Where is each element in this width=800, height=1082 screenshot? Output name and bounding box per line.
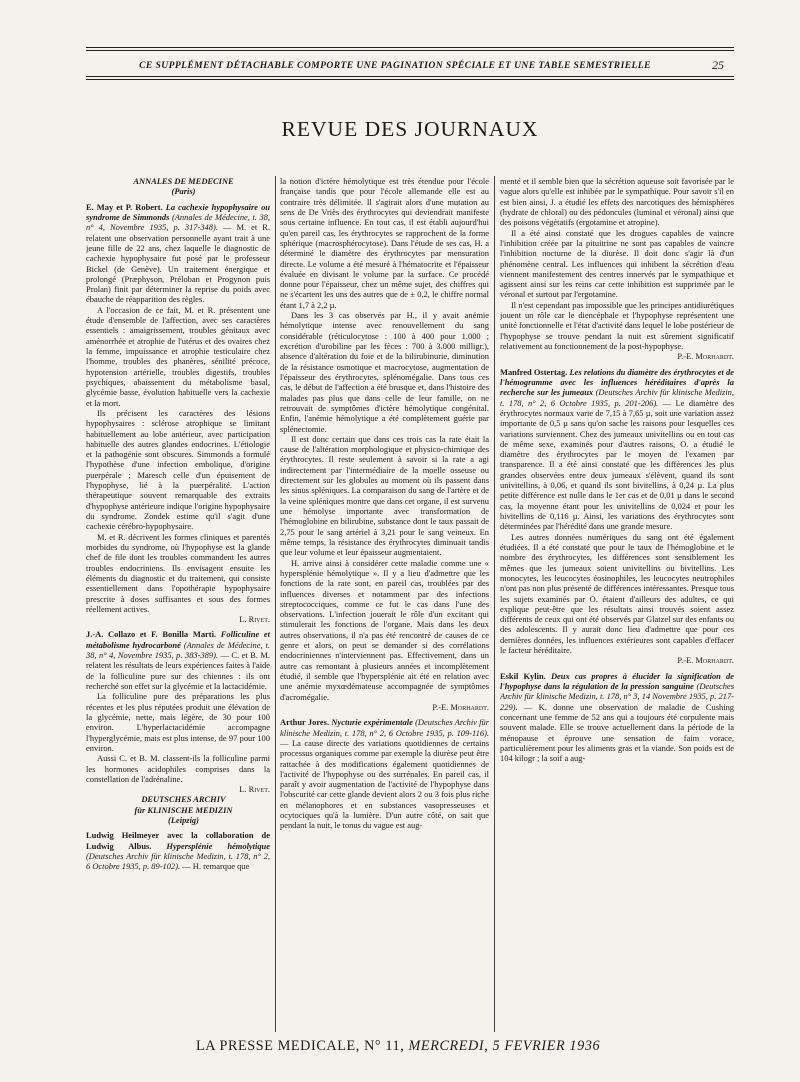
article-paragraph: M. et R. décrivent les formes cliniques et parentés morbides du syndrome, où l'hypophyse est la glande chef de file dont les troubles commandent les autres troubles endocriniens. Ils envisagent ensuite les éléments du diagnostic et du traitement, qui consiste essentiellement dans l'opothérapie hypophysaire prescrite à doses suffisantes et sous des formes réellement actives.	[86, 531, 270, 614]
supplement-banner: CE SUPPLÉMENT DÉTACHABLE COMPORTE UNE PAGINATION SPÉCIALE ET UNE TABLE SEMESTRIELLE	[139, 60, 651, 71]
article-heading	[500, 367, 734, 532]
article-authors: J.-A. Collazo et F. Bonilla Marti.	[86, 629, 217, 640]
article-paragraph: Ils précisent les caractères des lésions hypophysaires : sclérose atrophique se limitant habituellement au lobe antérieur, avec participation habituelle des autres glandes endocrines. L'étiologie et la pathogénie sont obscures. Simmonds a formulé l'hypothèse d'une infection embolique, d'origine puerpérale ; Maresch celle d'un épuisement de l'hypophyse, lié à la puerpéralité. L'action thérapeutique souvent remarquable des extraits d'hypophyse antérieure indique l'origine hypophysaire du syndrome. Zondek estime qu'il s'agit d'une cachexie cérébro-hypophysaire.	[86, 407, 270, 532]
article-signature: L. Rivet.	[239, 614, 270, 625]
section-place: (Paris)	[171, 186, 196, 197]
article-title: La cachexie hypophysaire ou syndrome de Simmonds	[86, 201, 270, 222]
article-paragraph: H. arrive ainsi à considérer cette maladie comme une « hypersplénie hémolytique ». Il y a lieu d'admettre que les fonctions de la rate sont, en pareil cas, troublées par des influences diverses et notamment par des infections streptococciques, comme ce fut le cas dans l'une des observations. L'infection jouerait le rôle d'un excitant qui stimulerait les fonctions de l'organe. Mais dans les deux autres observations, il n'a pas été rencontré de causes de ce genre et alors, on peut se demander si des corrélations endocriniennes n'interviennent pas. Effectivement, dans un autre cas remontant à plusieurs années et incomplètement étudié, il semble que l'hypersplénie ait été en relation avec une anémie myxœdémateuse accompagnée de symptômes d'acromégalie.	[280, 557, 489, 702]
article-text: — La cause directe des variations quotidiennes de certains processus organiques comme par exemple la diurèse peut être rattachée à des modifications également quotidiennes de l'activité de l'hypophyse ou des surrénales. En pareil cas, il paraît y avoir augmentation de l'activité de l'hypophyse dans l'obscurité car cette glande devient alors 2 ou 3 fois plus riche en mélanophores et en substances vasopresseuses et ocytociques qu'à la lumière. D'un autre côté, on sait que pendant la nuit, le tonus du vague est aug-	[280, 737, 489, 831]
article-title: Hypersplénie hémolytique	[166, 840, 270, 851]
journal-name: LA PRESSE MEDICALE, N° 11,	[196, 1038, 405, 1054]
article-authors: E. May et P. Robert.	[86, 201, 163, 212]
header-rule-bottom	[86, 76, 734, 77]
article-heading	[86, 830, 270, 871]
article-paragraph: Il a été ainsi constaté que les drogues capables de vaincre l'inhibition créée par la pituitrine ne sont pas capables de vaincre l'inhibition nocturne de la diurèse. Il doit donc s'agir là d'un phénomène central. Les influences qui inhibent la sécrétion d'eau viennent manifestement des centres innervés par le sympathique et agissent ainsi sur les reins car cette inhibition est supprimée par le véronal et surtout par l'ergotamine.	[500, 227, 734, 300]
article-title: Les relations du diamètre des érythrocytes et de l'hémogramme avec les influences héréditaires d'après la recherche sur les jumeaux	[500, 366, 734, 398]
column-1	[86, 176, 270, 1032]
article-heading	[86, 629, 270, 691]
article-reference: (Deutsches Archiv für klinische Medizin, t. 178, n° 2, 6 Octobre 1935, p. 109-116).	[280, 717, 489, 738]
article-title: Nycturie expérimentale	[331, 717, 413, 728]
article-heading	[86, 202, 270, 305]
section-heading: ANNALES DE MEDECINE	[133, 176, 234, 186]
page-number: 25	[712, 58, 724, 72]
header-rule-bottom-2	[86, 79, 734, 80]
article-title: Folliculine et métabolisme hydrocarboné	[86, 629, 270, 650]
article-signature: P.-E. Morhardt.	[677, 351, 734, 362]
article-reference: (Annales de Médecine, t. 38, n° 4, Novembre 1935, p. 317-348).	[86, 211, 270, 233]
article-paragraph: A l'occasion de ce fait, M. et R. présentent une étude d'ensemble de l'affection, avec ses caractères essentiels : amaigrissement, troubles génitaux avec aménorrhée et atrophie de l'utérus et des ovaires chez la femme, impuissance et atrophie testiculaire chez l'homme, troubles des phanères, sénilité précoce, hypotension artérielle, troubles digestifs, troubles psychiques, abaissement du métabolisme basal, glycémie basse, évolution habituelle vers la cachexie et la mort.	[86, 304, 270, 408]
article	[86, 202, 270, 625]
article-reference: (Deutsches Archiv für klinische Medizin, t. 178, n° 2, 6 Octobre 1935, p. 89-102).	[86, 851, 270, 872]
article-reference: (Annales de Médecine, t. 38, n° 4, Novembre 1935, p. 383-389).	[86, 639, 270, 661]
article-paragraph: Les autres données numériques du sang ont été également étudiées. Il a été constaté que pour le taux de l'hémoglobine et le nombre des érythrocytes, les différences sont sensiblement les mêmes que les jumeaux soient univitellins ou bivitellins. Les monocytes, les leucocytes éosinophiles, les leucocytes neutrophiles n'ont pas non plus présenté de différences intéressantes. Presque tous les sujets examinés par O. étaient d'ailleurs des adultes, ce qui explique peut-être que les résultats ainsi trouvés soient assez différents de ceux qui ont été observés par Glatzel sur des enfants ou des adolescents. Il y aurait donc lieu d'admettre que pour ces dernières données, les influences extérieures sont capables d'effacer le facteur héréditaire.	[500, 531, 734, 656]
article-paragraph: la notion d'ictère hémolytique est très étendue pour l'école française tandis que pour l'école allemande elle est au contraire très délimitée. Il s'agirait alors d'une mutation au sens de De Vriès des érythrocytes qui deviendrait manifeste sous certaine influence. En tout cas, il est établi aujourd'hui qu'en pareil cas, les érythrocytes se rapprochent de la forme sphérique (macrosphérocytose). Dans l'étude de ses cas, H. a déterminé le diamètre des érythrocytes par mensuration directe. Le volume a été mesuré à l'hématocrite et l'épaisseur évaluée en divisant le volume par la surface. Ce procédé donne pour l'épaisseur, chez un même sujet, des chiffres qui ne s'écartent les uns des autres que de ± 0,2, le chiffre normal étant 1,7 à 2,2 µ.	[280, 176, 489, 310]
article-paragraph: La folliculine pure des préparations les plus récentes et les plus réputées produit une élévation de la glycémie, nette, mais légère, de 30 pour 100 environ. L'hyperlactacidémie accompagne l'hyperglycémie, mais est plus intense, de 97 pour 100 environ.	[86, 691, 270, 753]
article	[86, 629, 270, 794]
article-signature: P.-E. Morhardt.	[677, 655, 734, 666]
issue-date: MERCREDI, 5 FEVRIER 1936	[408, 1038, 601, 1054]
journal-footer	[196, 1038, 716, 1055]
column-2	[280, 176, 489, 1032]
column-divider	[275, 176, 276, 1032]
article-title: Deux cas propres à élucider la signification de l'hypophyse dans la régulation de la pression sanguine	[500, 670, 734, 691]
header-rule-top	[86, 47, 734, 48]
section-place: (Leipzig)	[168, 815, 199, 826]
article-text: — K. donne une observation de maladie de Cushing concernant une femme de 52 ans qui a toujours été corpulente mais souvent malade. Elle se trouve actuellement dans la période de la ménopause et éprouve une sensation de faim vorace, particulièrement pour les aliments gras et la viande. Son poids est de 104 kilogr ; la soif a aug-	[500, 701, 734, 764]
article-heading	[500, 671, 734, 764]
article-signature: L. Rivet.	[239, 784, 270, 795]
article-reference: (Deutsches Archiv für klinische Medizin, t. 178, n° 2, 6 Octobre 1935, p. 201-206).	[500, 387, 734, 408]
article-paragraph: Aussi C. et B. M. classent-ils la folliculine parmi les hormones acidophiles comprises dans la constellation de l'adrénaline.	[86, 753, 270, 784]
article	[280, 717, 489, 830]
column-3	[500, 176, 734, 1032]
article-text: — Le diamètre des érythrocytes normaux varie de 7,15 à 7,65 µ, soit une variation assez importante de 0,5 µ sans qu'on sache les raisons pour lesquelles ces variations surviennent. Chez des jumeaux univitellins ou en tout cas de même sexe, examinés pour d'autres raisons, O. a étudié le diamètre des érythrocytes par le moyen de l'examen par transparence. Il a été ainsi constaté que les différences les plus grandes observées entre deux jumeaux s'élèvent, quand ils sont univitellins, à 0,06, et quand ils sont bivitellins, à 0,24 µ. La plus petite différence est nulle dans le 1er cas et de 0,01 µ dans le second cas, la moyenne étant pour les univitellins de 0,024 et pour les bivitellins de 0,116 µ. Ainsi, les variations des érythrocytes sont déterminées par l'hérédité dans une grande mesure.	[500, 397, 734, 532]
article	[500, 671, 734, 764]
article-authors: Eskil Kylin.	[500, 670, 546, 681]
article-text: — C. et B. M. relatent les résultats de leurs expériences faites à l'aide de la folliculine pure sur des chiennes : ils ont recherché son effet sur la glycémie et la lactacidémie.	[86, 650, 270, 691]
article-paragraph: Il n'est cependant pas impossible que les principes antidiurétiques jouent un rôle car le diencéphale et l'hypophyse représentent une unité fonctionnelle et l'état d'activité dans lequel le lobe postérieur de l'hypophyse se trouve pendant la nuit est sûrement significatif relativement au fonctionnement de la post-hypophyse.	[500, 299, 734, 351]
section-heading: DEUTSCHES ARCHIV	[141, 794, 226, 805]
article-authors: Manfred Ostertag.	[500, 366, 568, 377]
article-heading	[280, 717, 489, 830]
section-heading-line-2: für KLINISCHE MEDIZIN	[134, 804, 233, 815]
article-paragraph: menté et il semble bien que la sécrétion aqueuse soit favorisée par le vague alors qu'elle est inhibée par le sympathique. Pour savoir s'il en est bien ainsi, J. a étudié les effets des narcotiques des hémisphères (hydrate de chloral) ou des pédoncules (luminal et véronal) ainsi que des poisons végétatifs (ergotamine et atropine).	[500, 176, 734, 228]
article-signature: P.-E. Morhardt.	[432, 701, 489, 712]
header-rule-top-2	[86, 50, 734, 51]
article-text: — M. et R. relatent une observation personnelle ayant trait à une jeune fille de 22 ans, chez laquelle le diagnostic de cachexie hypophysaire fut posé par le professeur Bickel (de Genève). Un traitement énergique et prolongé (Præphyson, Préloban et Progynon puis Prolan) finit par déterminer la reprise du poids avec ébauche de réapparition des règles.	[86, 222, 270, 305]
article	[500, 367, 734, 666]
article-authors: Arthur Jores.	[280, 717, 330, 728]
article-reference: (Deutsches Archiv für klinische Medizin, t. 178, n° 3, 14 Novembre 1935, p. 217-229).	[500, 681, 734, 712]
column-divider	[494, 176, 495, 1032]
article-authors: Ludwig Heilmeyer avec la collaboration de Ludwig Albus.	[86, 830, 270, 851]
article	[86, 830, 270, 871]
article-text: — H. remarque que	[182, 861, 250, 872]
article-paragraph: Dans les 3 cas observés par H., il y avait anémie hémolytique intense avec renouvellement du sang considérable (réticulocytose : 100 à 400 pour 1.000 ; excrétion d'urobiline par les fèces : 700 à 3.000 milligr.), absence d'altération du foie et de la bilirubinurie, diminution de la résistance osmotique et macrocytose, augmentation de l'épaisseur des érythrocytes, splénomégalie. Dans tous ces cas, le début de l'affection a été brusque et, dans l'histoire des malades pas plus que dans celle de leur famille, on ne retrouvait de symptômes d'ictère hémolytique congénital. Enfin, l'anémie hémolytique a été complètement guérie par splénectomie.	[280, 310, 489, 434]
article-paragraph: Il est donc certain que dans ces trois cas la rate était la cause de l'altération morphologique et physico-chimique des érythrocytes. Il reste seulement à savoir si la rate a agi indirectement par l'intermédiaire de la moelle osseuse ou directement sur les globules au moment où ils passent dans les sinus spléniques. La comparaison du sang de l'artère et de la veine spléniques montre que dans cet organe, il est survenu une hémolyse importante avec transformation de l'hémoglobine en bilirubine, substance dont le taux passait de 2,75 pour le sang artériel à 3,21 pour le sang veineux. En même temps, la résistance des érythrocytes diminuait tandis que leur volume et leur épaisseur augmentaient.	[280, 433, 489, 558]
page-title: REVUE DES JOURNAUX	[281, 117, 539, 141]
